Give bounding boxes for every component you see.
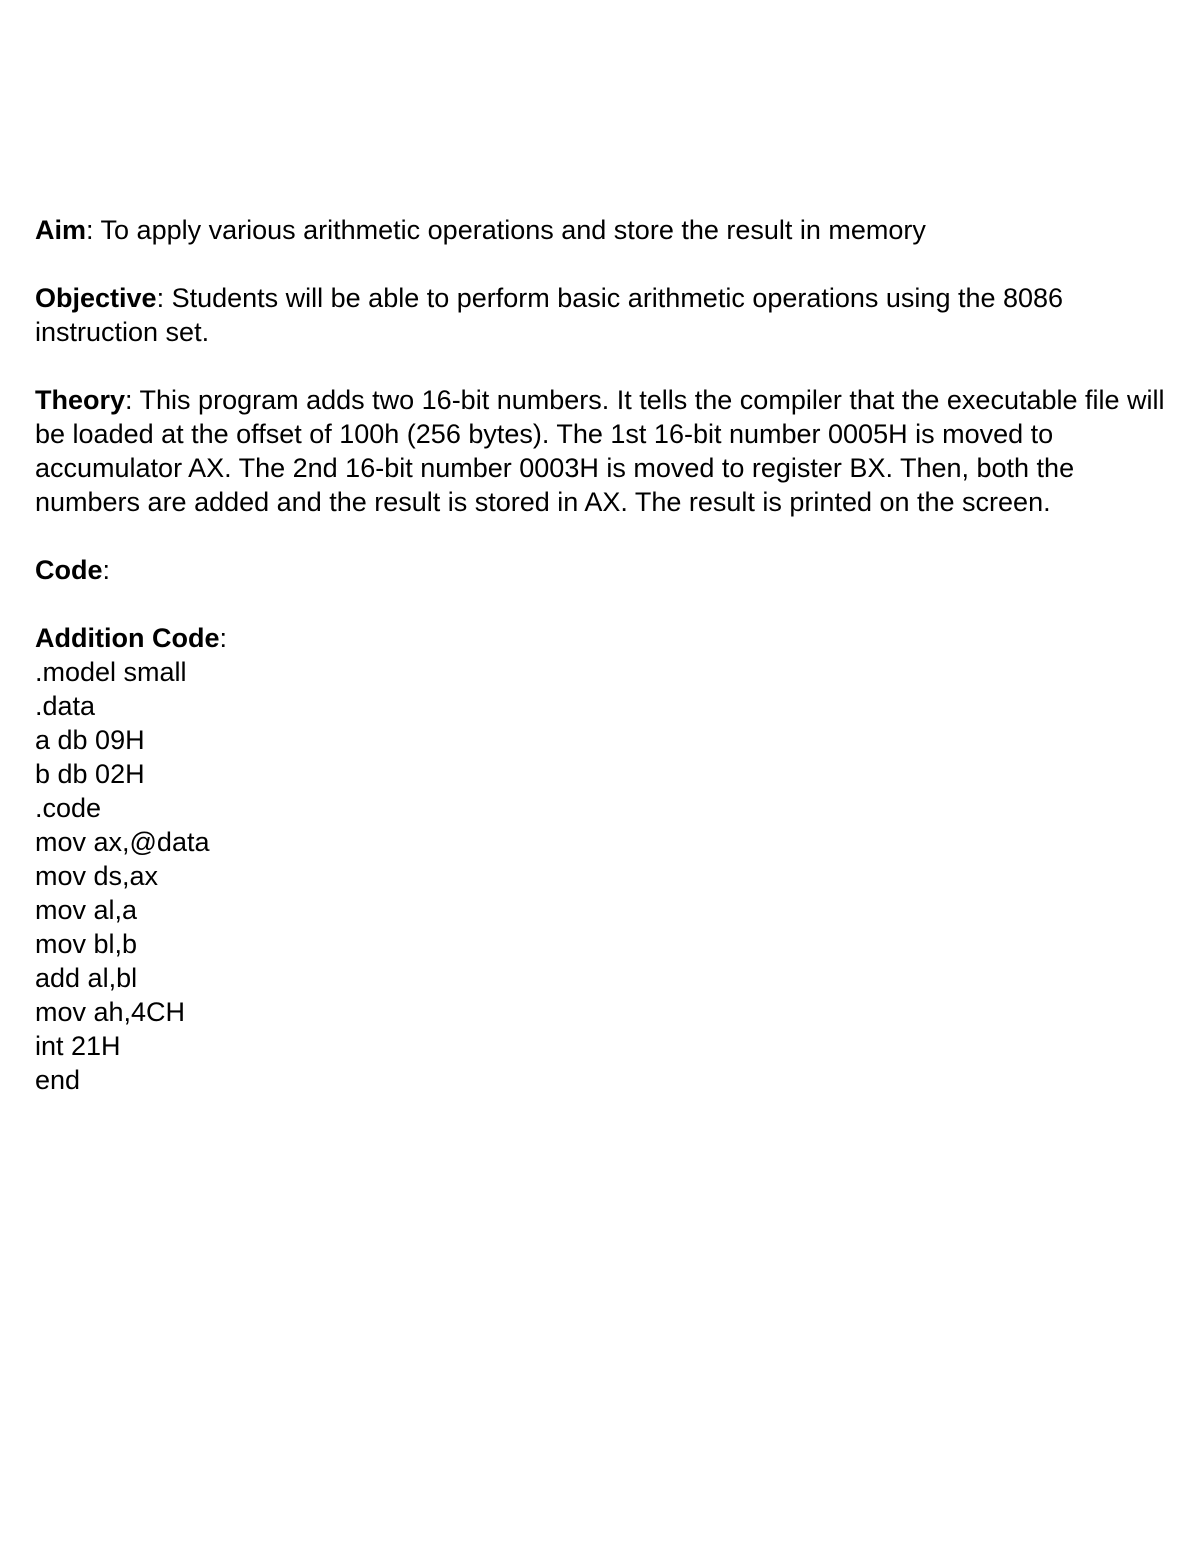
aim-paragraph [35, 213, 1170, 247]
code-line: .code [35, 793, 102, 823]
code-line: int 21H [35, 1031, 121, 1061]
code-line: mov al,a [35, 895, 138, 925]
document-page [35, 213, 1170, 1097]
code-line: mov ds,ax [35, 861, 159, 891]
code-line: .model small [35, 657, 187, 687]
addition-code-suffix: : [219, 623, 227, 653]
aim-text: : To apply various arithmetic operations and store the result in memory [86, 215, 926, 245]
objective-paragraph [35, 281, 1170, 349]
addition-code-section [35, 621, 1170, 1097]
code-label: Code [35, 555, 103, 585]
code-heading [35, 553, 1170, 587]
code-line: add al,bl [35, 963, 138, 993]
code-line: .data [35, 691, 96, 721]
code-line: mov ah,4CH [35, 997, 186, 1027]
objective-label: Objective [35, 283, 157, 313]
objective-text: : Students will be able to perform basic arithmetic operations using the 8086 instruction set. [35, 283, 1064, 347]
code-line: mov bl,b [35, 929, 138, 959]
code-line: mov ax,@data [35, 827, 210, 857]
code-listing [35, 655, 1170, 1097]
theory-paragraph [35, 383, 1170, 519]
addition-code-heading [35, 621, 1170, 655]
theory-label: Theory [35, 385, 126, 415]
code-suffix: : [102, 555, 111, 585]
aim-label: Aim [35, 215, 87, 245]
code-line: a db 09H [35, 725, 145, 755]
code-line: end [35, 1065, 81, 1095]
addition-code-label: Addition Code [35, 623, 220, 653]
code-line: b db 02H [35, 759, 145, 789]
theory-text: : This program adds two 16-bit numbers. It tells the compiler that the executable file will be loaded at the offset of 100h (256 bytes). The 1st 16-bit number 0005H is moved to accumulator AX. The 2nd 16-bit number 0003H is moved to register BX. Then, both the numbers are added and the result is stored in AX. The result is printed on the screen. [35, 385, 1165, 517]
